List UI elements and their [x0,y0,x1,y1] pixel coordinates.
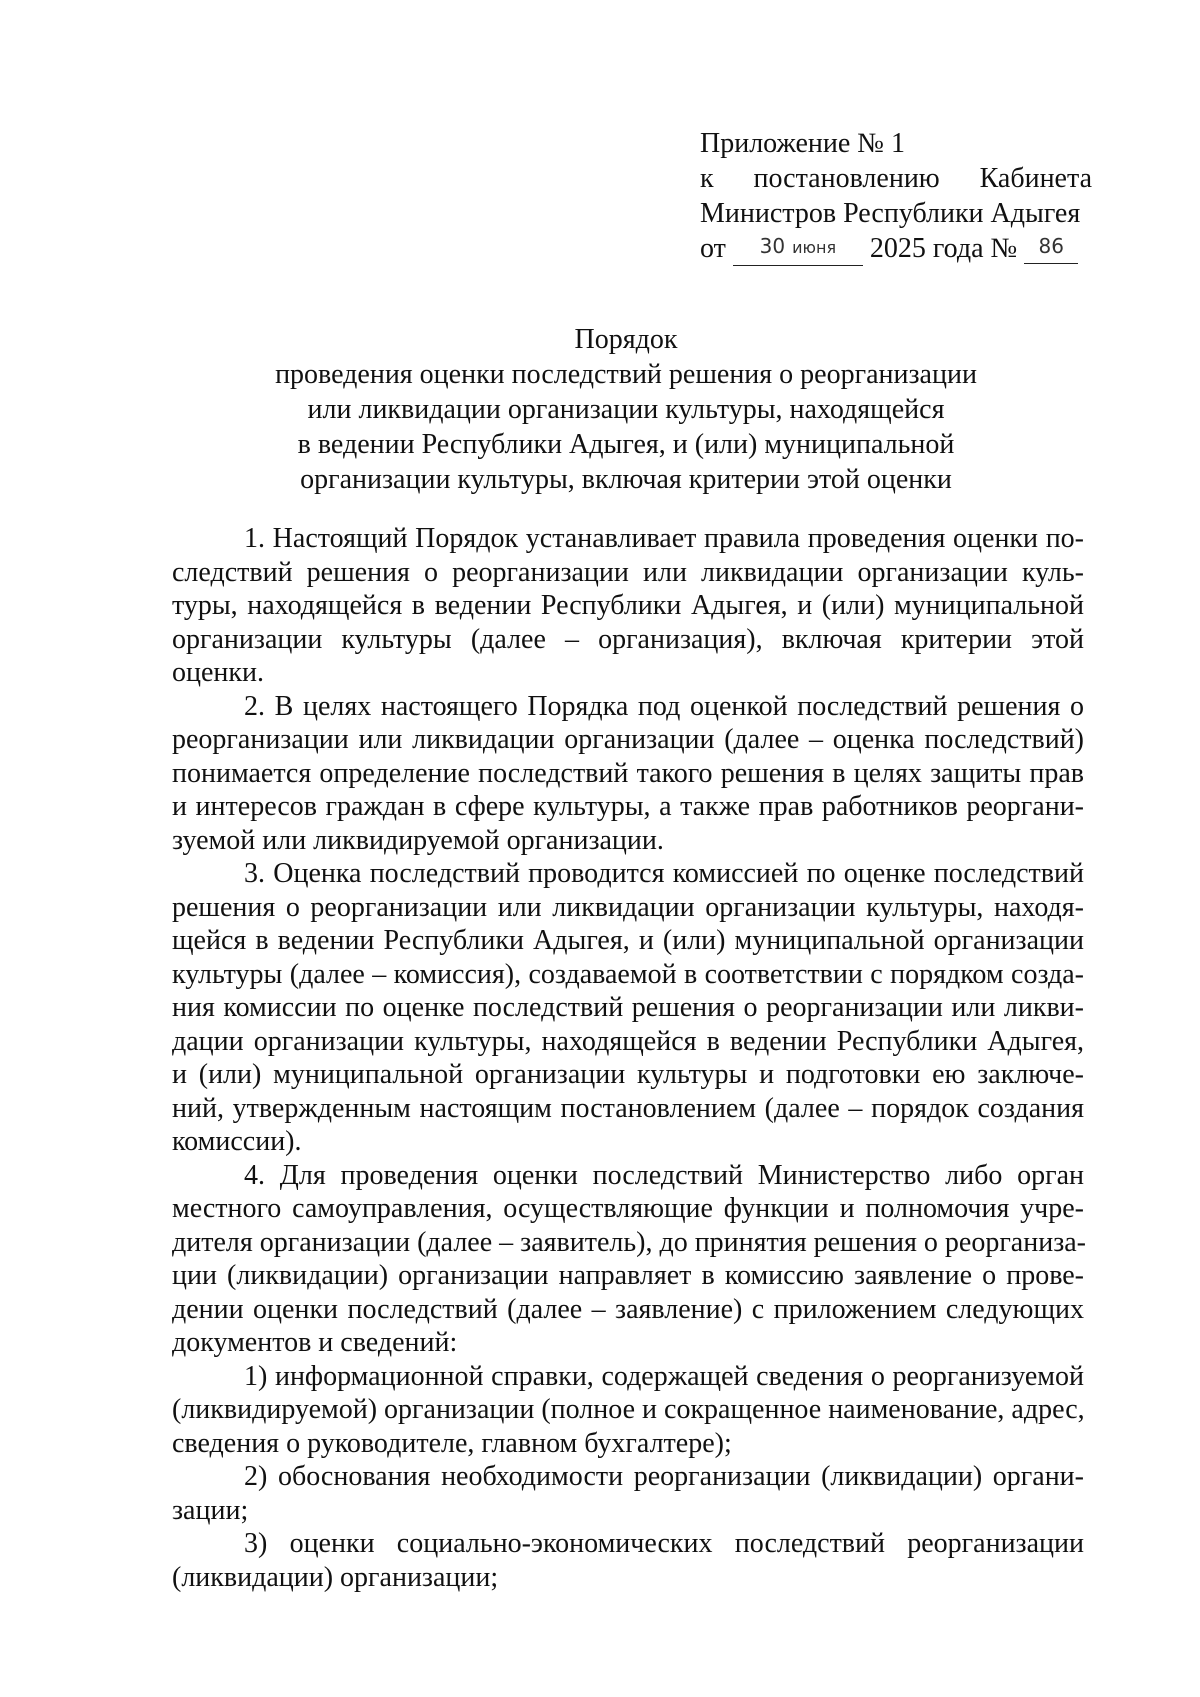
paragraph [172,857,1084,1159]
paragraph-line: дации организации культуры, находящейся в ведении Республики Адыгея, [172,1025,1084,1057]
paragraph-line: туры, находящейся в ведении Республики Адыгея, и (или) муниципальной [172,590,1084,621]
document-body [172,522,1087,1594]
appendix-authority: Министров Республики Адыгея [700,198,1081,229]
appendix-word: постановлению [753,163,940,194]
paragraph-line: 1) информационной справки, содержащей сведения о реорганизуемой [244,1360,1084,1392]
paragraph-line: 3) оценки социально-экономических последствий реорганизации [244,1528,1084,1559]
paragraph-line: местного самоуправления, осуществляющие функции и полномочия учре- [172,1193,1084,1224]
paragraph-line: щейся в ведении Республики Адыгея, и (или) муниципальной организации [172,925,1084,956]
paragraph-line: дении оценки последствий (далее – заявление) с приложением следующих [172,1293,1084,1325]
handwritten-month: июня [792,238,837,257]
paragraph-line: следствий решения о реорганизации или ликвидации организации куль- [172,556,1084,588]
appendix-number: Приложение № 1 [700,128,905,159]
paragraph-line: дителя организации (далее – заявитель), до принятия решения о реорганиза- [172,1226,1087,1258]
paragraph [172,1460,1084,1527]
appendix-word: к [700,163,714,194]
paragraph-line: решения о реорганизации или ликвидации организации культуры, находя- [172,891,1084,923]
paragraph [172,522,1084,690]
handwritten-number: 86 [1038,234,1064,258]
paragraph-line: 1. Настоящий Порядок устанавливает правила проведения оценки по- [244,523,1084,554]
paragraph-line: и интересов граждан в сфере культуры, а также прав работников реоргани- [172,791,1084,822]
paragraph-line: и (или) муниципальной организации культуры и подготовки ею заключе- [172,1059,1084,1090]
paragraph [172,690,1084,858]
document-title [170,322,1082,497]
title-line: Порядок [574,324,678,355]
number-blank [1024,236,1078,264]
date-prefix: от [700,233,726,264]
paragraph-line: 2) обоснования необходимости реорганизации (ликвидации) органи- [244,1461,1084,1492]
title-line: организации культуры, включая критерии этой оценки [300,464,952,495]
paragraph-line: ний, утвержденным настоящим постановлением (далее – порядок создания [172,1092,1084,1124]
paragraph-line: 2. В целях настоящего Порядка под оценкой последствий решения о [244,690,1084,722]
title-line: или ликвидации организации культуры, находящейся [307,394,945,425]
paragraph-line: реорганизации или ликвидации организации (далее – оценка последствий) [172,724,1084,755]
paragraph-line: зуемой или ликвидируемой организации. [172,824,664,856]
appendix-resolution-line [700,161,1092,196]
paragraph-line: 4. Для проведения оценки последствий Министерство либо орган [244,1159,1084,1191]
appendix-header [700,126,1092,266]
paragraph-line: оценки. [172,657,264,688]
paragraph-line: ния комиссии по оценке последствий решения о реорганизации или ликви- [172,992,1084,1023]
handwritten-day: 30 [759,234,786,258]
appendix-date-line [700,231,1092,266]
paragraph-line: 3. Оценка последствий проводится комиссией по оценке последствий [244,858,1084,889]
paragraph-line: комиссии). [172,1126,302,1157]
paragraph [172,1527,1084,1594]
paragraph-line: ции (ликвидации) организации направляет в комиссию заявление о прове- [172,1260,1084,1291]
paragraph-line: документов и сведений: [172,1327,458,1358]
paragraph [172,1360,1084,1461]
paragraph-line: культуры (далее – комиссия), создаваемой в соответствии с порядком созда- [172,958,1084,990]
date-year: 2025 года № [869,233,1018,264]
paragraph-line: (ликвидации) организации; [172,1561,499,1593]
paragraph-line: сведения о руководителе, главном бухгалтере); [172,1427,732,1459]
paragraph-line: (ликвидируемой) организации (полное и сокращенное наименование, адрес, [172,1394,1085,1425]
appendix-word: Кабинета [979,163,1092,194]
paragraph-line: организации культуры (далее – организация), включая критерии этой [172,623,1084,655]
title-line: проведения оценки последствий решения о реорганизации [275,359,977,390]
paragraph-line: зации; [172,1494,249,1526]
paragraph-line: понимается определение последствий такого решения в целях защиты прав [172,757,1084,789]
date-blank [733,236,863,266]
paragraph [172,1159,1087,1360]
title-line: в ведении Республики Адыгея, и (или) муниципальной [297,429,955,460]
